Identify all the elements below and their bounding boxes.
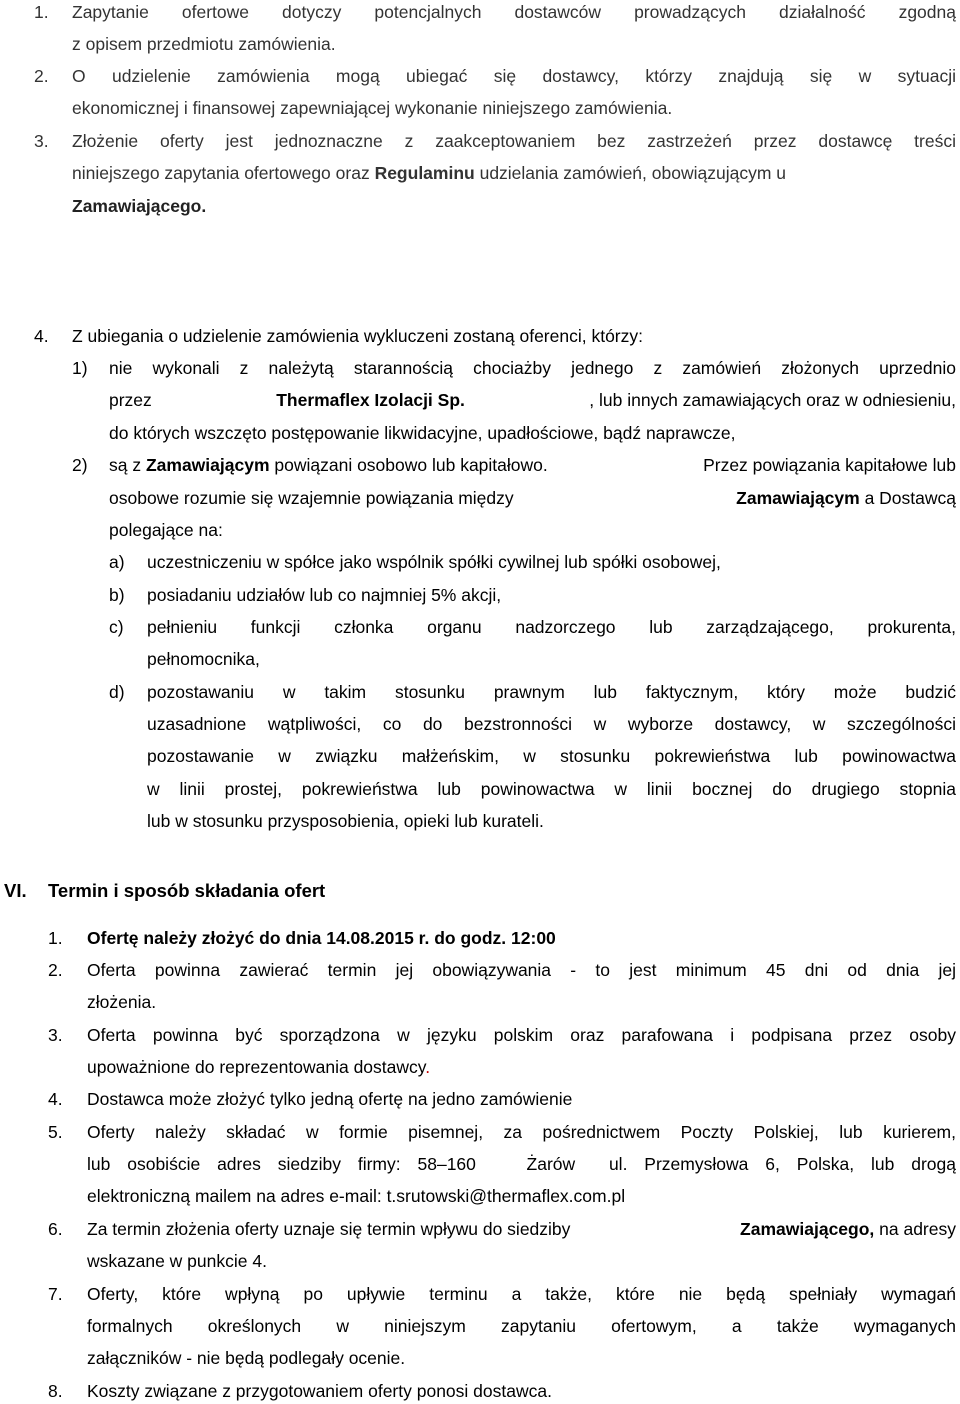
- paragraph-line: Zamawiającego.: [72, 196, 207, 216]
- text-span: Za termin złożenia oferty uznaje się termin wpływu do siedziby: [87, 1219, 571, 1239]
- text-span: Przez powiązania kapitałowe lub: [703, 455, 956, 475]
- paragraph-line: pełnomocnika,: [147, 649, 260, 669]
- list-number: 3.: [48, 1025, 63, 1045]
- list-number: 8.: [48, 1381, 63, 1401]
- deadline-text: Ofertę należy złożyć do dnia 14.08.2015 r. do godz. 12:00: [87, 928, 556, 948]
- paragraph-line: Złożenie oferty jest jednoznaczne z zaakceptowaniem bez zastrzeżeń przez dostawcę treści: [72, 131, 956, 151]
- paragraph-line: Dostawca może złożyć tylko jedną ofertę na jedno zamówienie: [87, 1089, 573, 1109]
- list-number: 2.: [34, 66, 49, 86]
- list-number: 2.: [48, 960, 63, 980]
- zamawiajacy-bold: Zamawiającym: [145, 455, 270, 475]
- paragraph-line: O udzielenie zamówienia mogą ubiegać się dostawcy, którzy znajdują się w sytuacji: [72, 66, 956, 86]
- paragraph-line: elektroniczną mailem na adres e-mail: t.srutowski@thermaflex.com.pl: [87, 1186, 626, 1206]
- paragraph-line: do których wszczęto postępowanie likwidacyjne, upadłościowe, bądź naprawcze,: [109, 423, 736, 443]
- text-span: upoważnione do reprezentowania dostawcy: [87, 1057, 426, 1077]
- list-number: 7.: [48, 1284, 63, 1304]
- paragraph-line: [109, 388, 956, 412]
- list-number: 4.: [34, 326, 49, 346]
- paragraph-line: Koszty związane z przygotowaniem oferty ponosi dostawca.: [87, 1381, 552, 1401]
- list-number: 1.: [34, 2, 49, 22]
- text-span: powiązani osobowo lub kapitałowo.: [269, 455, 548, 475]
- paragraph-line: ekonomicznej i finansowej zapewniającej wykonanie niniejszego zamówienia.: [72, 98, 673, 118]
- text-span: .: [425, 1057, 431, 1077]
- paragraph-line: pozostawanie w związku małżeńskim, w stosunku pokrewieństwa lub powinowactwa: [147, 746, 956, 766]
- paragraph-line: pełnieniu funkcji członka organu nadzorczego lub zarządzającego, prokurenta,: [147, 617, 956, 637]
- paragraph-line: lub w stosunku przysposobienia, opieki lub kurateli.: [147, 811, 544, 831]
- paragraph-line: uzasadnione wątpliwości, co do bezstronności w wyborze dostawcy, w szczególności: [147, 714, 956, 734]
- text-span: przez: [109, 390, 152, 410]
- regulamin-bold: Regulaminu: [374, 163, 475, 183]
- paragraph-line: Zapytanie ofertowe dotyczy potencjalnych dostawców prowadzących działalność zgodną: [72, 2, 956, 22]
- list-number: 6.: [48, 1219, 63, 1239]
- paragraph-line: Z ubiegania o udzielenie zamówienia wykluczeni zostaną oferenci, którzy:: [72, 326, 643, 346]
- paragraph-line: Oferta powinna być sporządzona w języku polskim oraz parafowana i podpisana przez osoby: [87, 1025, 956, 1045]
- paragraph-line: Oferty należy składać w formie pisemnej, za pośrednictwem Poczty Polskiej, lub kurierem,: [87, 1122, 956, 1142]
- list-letter: d): [109, 682, 125, 702]
- paragraph-line: posiadaniu udziałów lub co najmniej 5% akcji,: [147, 585, 502, 605]
- paragraph-line: lub osobiście adres siedziby firmy: 58–160 Żarów ul. Przemysłowa 6, Polska, lub drogą: [87, 1154, 956, 1174]
- paragraph-line: załączników - nie będą podlegały ocenie.: [87, 1348, 406, 1368]
- text-span: na adresy: [874, 1219, 956, 1239]
- list-number: 1): [72, 358, 88, 378]
- paragraph-line: z opisem przedmiotu zamówienia.: [72, 34, 336, 54]
- paragraph-line: [109, 453, 956, 477]
- paragraph-line: uczestniczeniu w spółce jako wspólnik spółki cywilnej lub spółki osobowej,: [147, 552, 721, 572]
- paragraph-line: Oferty, które wpłyną po upływie terminu a także, które nie będą spełniały wymagań: [87, 1284, 956, 1304]
- paragraph-line: [72, 161, 956, 185]
- paragraph-line: wskazane w punkcie 4.: [87, 1251, 267, 1271]
- section-number: VI.: [4, 880, 27, 901]
- paragraph-line: polegające na:: [109, 520, 223, 540]
- list-letter: a): [109, 552, 125, 572]
- text-span: osobowe rozumie się wzajemnie powiązania między: [109, 488, 514, 508]
- list-number: 1.: [48, 928, 63, 948]
- company-name-bold: Thermaflex Izolacji Sp.: [276, 390, 465, 410]
- text-span: , lub innych zamawiających oraz w odniesieniu,: [589, 390, 956, 410]
- paragraph-line: Oferta powinna zawierać termin jej obowiązywania - to jest minimum 45 dni od dnia jej: [87, 960, 956, 980]
- list-letter: c): [109, 617, 124, 637]
- list-letter: b): [109, 585, 125, 605]
- paragraph-line: złożenia.: [87, 992, 157, 1012]
- paragraph-line: [87, 1217, 956, 1241]
- list-number: 2): [72, 455, 88, 475]
- paragraph-line: w linii prostej, pokrewieństwa lub powinowactwa w linii bocznej do drugiego stopnia: [147, 779, 956, 799]
- text-span: udzielania zamówień, obowiązującym u: [474, 163, 786, 183]
- list-number: 5.: [48, 1122, 63, 1142]
- list-number: 4.: [48, 1089, 63, 1109]
- paragraph-line: pozostawaniu w takim stosunku prawnym lub faktycznym, który może budzić: [147, 682, 956, 702]
- list-number: 3.: [34, 131, 49, 151]
- section-title: Termin i sposób składania ofert: [48, 880, 326, 901]
- paragraph-line: [109, 486, 956, 510]
- zamawiajacy-bold: Zamawiającego,: [740, 1219, 875, 1239]
- text-span: a Dostawcą: [859, 488, 956, 508]
- paragraph-line: nie wykonali z należytą starannością chociażby jednego z zamówień złożonych uprzednio: [109, 358, 956, 378]
- text-span: są z: [109, 455, 146, 475]
- zamawiajacy-bold: Zamawiającym: [736, 488, 860, 508]
- text-span: niniejszego zapytania ofertowego oraz: [72, 163, 375, 183]
- paragraph-line: formalnych określonych w niniejszym zapytaniu ofertowym, a także wymaganych: [87, 1316, 956, 1336]
- paragraph-line: [87, 1055, 430, 1079]
